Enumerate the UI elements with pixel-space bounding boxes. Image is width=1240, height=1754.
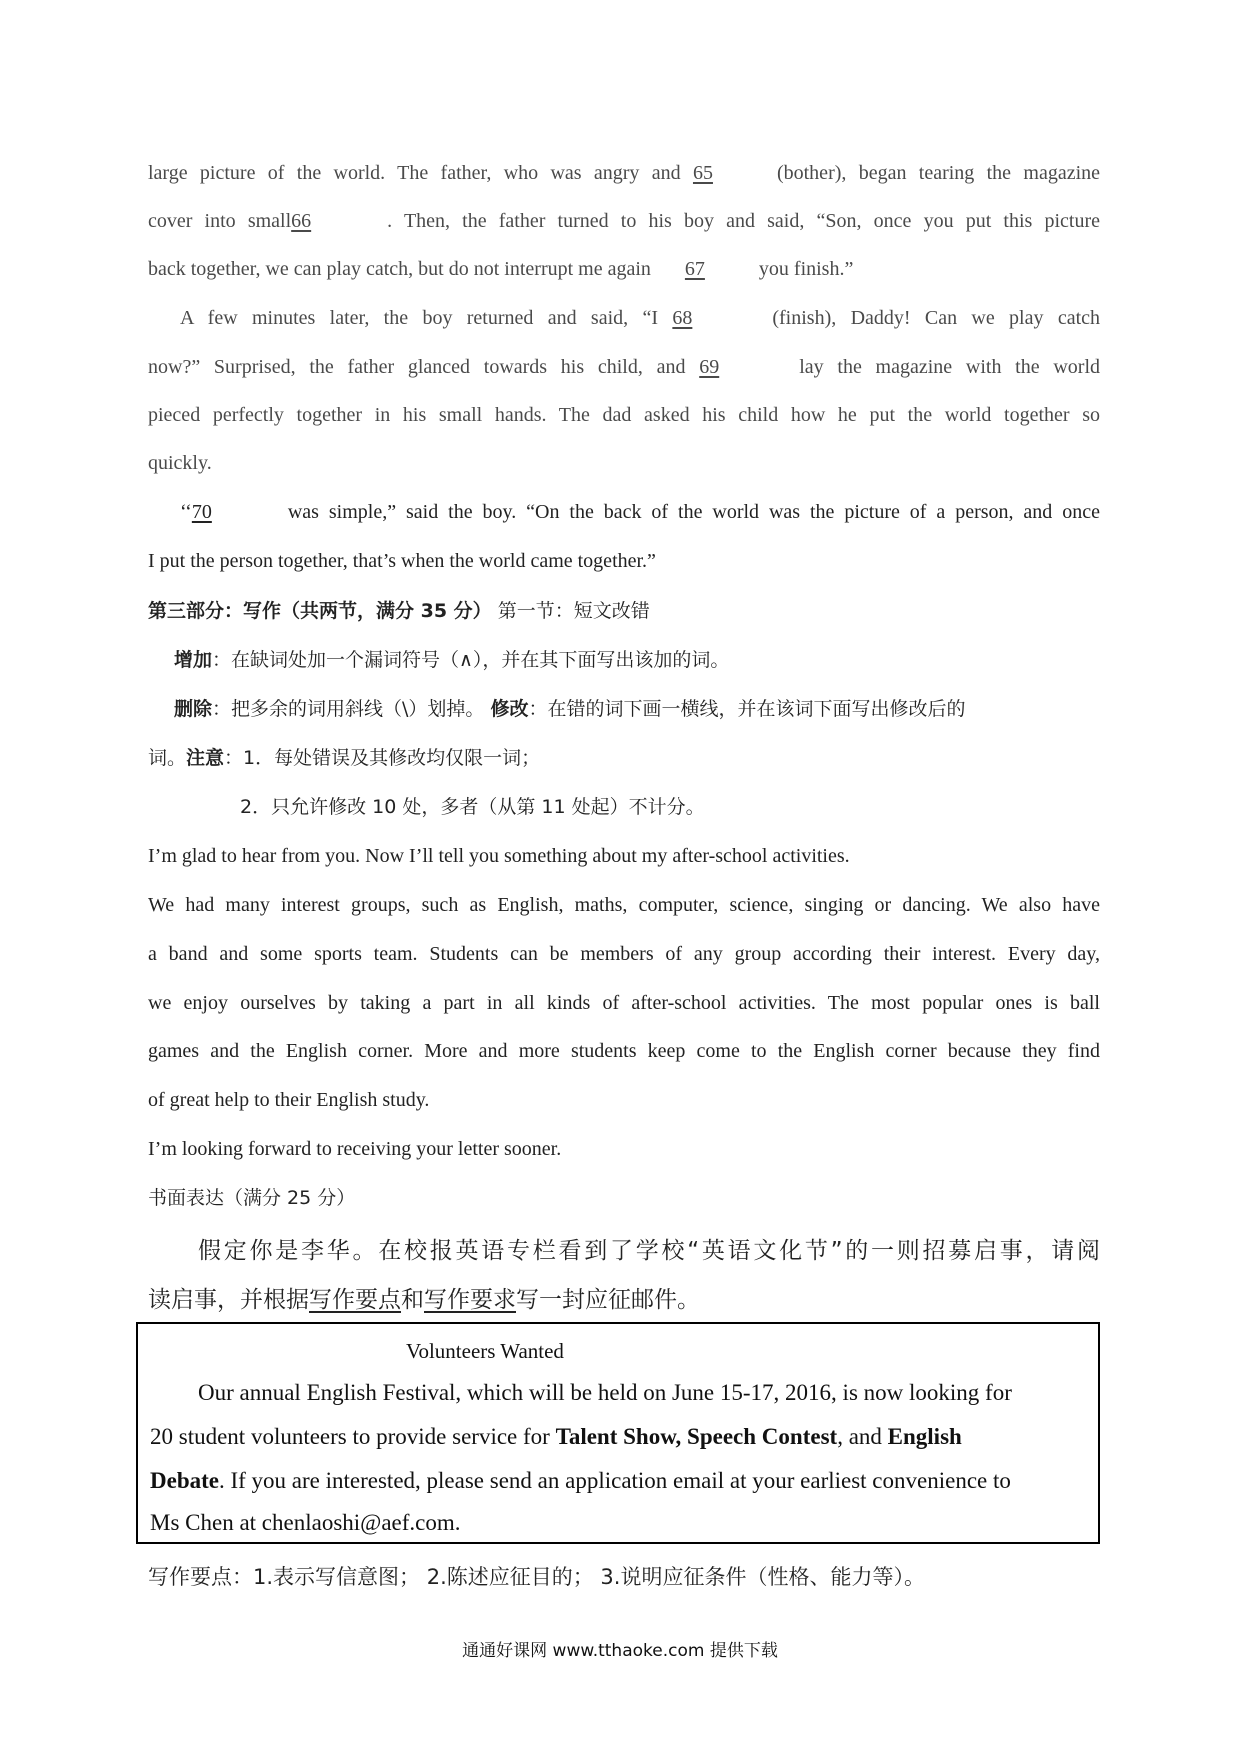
passage-line-9: I put the person together, that’s when the world came together.” [148, 550, 656, 572]
writing-intro-2 [148, 1283, 1100, 1317]
intro-text: 和 [401, 1287, 424, 1313]
passage-text: ‘‘ [180, 501, 192, 523]
blank-67: 67 [684, 258, 705, 280]
writing-intro-1: 假定你是李华。在校报英语专栏看到了学校“英语文化节”的一则招募启事，请阅 [198, 1238, 1100, 1264]
passage-text: you finish.” [758, 258, 854, 280]
correction-line-2: We had many interest groups, such as English, maths, computer, science, singing or dancing. We also have [148, 894, 1100, 916]
note1-text: ：1．每处错误及其修改均仅限一词； [224, 747, 541, 769]
intro-text: 写一封应征邮件。 [516, 1287, 700, 1313]
modify-text: ：在错的词下画一横线，并在该词下面写出修改后的 [528, 698, 966, 720]
footer-text: 通通好课网 www.tthaoke.com 提供下载 [462, 1641, 778, 1661]
blank-65: 65 [692, 162, 713, 184]
blank-66: 66 [291, 210, 312, 232]
passage-text: cover into small [148, 210, 292, 232]
passage-text: . Then, the father turned to his boy and said, “Son, once you put this picture [387, 210, 1100, 232]
delete-label: 删除 [174, 698, 213, 720]
notice-line-2 [150, 1420, 1086, 1454]
instruction-note-1 [148, 743, 1100, 773]
instruction-note-2: 2．只允许修改 10 处，多者（从第 11 处起）不计分。 [240, 796, 705, 818]
writing-heading: 书面表达（满分 25 分） [148, 1187, 356, 1209]
section3-heading-bold: 第三部分：写作（共两节，满分 35 分） [148, 600, 492, 622]
correction-line-4: we enjoy ourselves by taking a part in all kinds of after-school activities. The most popular ones is ball [148, 992, 1100, 1014]
blank-70: 70 [191, 501, 212, 523]
section3-heading [148, 596, 1100, 626]
passage-text: back together, we can play catch, but do not interrupt me again [148, 258, 651, 280]
notice-line-3 [150, 1464, 1086, 1498]
correction-line-3: a band and some sports team. Students can be members of any group according their interest. Every day, [148, 943, 1100, 965]
passage-line-3 [148, 254, 1100, 284]
notice-text: 20 student volunteers to provide service for [150, 1424, 556, 1449]
passage-line-7: quickly. [148, 452, 212, 474]
passage-text: A few minutes later, the boy returned and said, “I [180, 307, 659, 329]
correction-line-7: I’m looking forward to receiving your letter sooner. [148, 1138, 562, 1160]
correction-line-6: of great help to their English study. [148, 1089, 430, 1111]
passage-line-2 [148, 206, 1100, 236]
add-text: ：在缺词处加一个漏词符号（∧），并在其下面写出该加的词。 [212, 649, 730, 671]
notice-title: Volunteers Wanted [406, 1339, 564, 1363]
passage-text: was simple,” said the boy. “On the back of the world was the picture of a person, and once [287, 501, 1100, 523]
blank-68: 68 [672, 307, 693, 329]
blank-69: 69 [699, 356, 720, 378]
notice-line-1: Our annual English Festival, which will be held on June 15-17, 2016, is now looking for [198, 1380, 1012, 1405]
passage-line-6: pieced perfectly together in his small hands. The dad asked his child how he put the world together so [148, 404, 1100, 426]
notice-line-4: Ms Chen at chenlaoshi@aef.com. [150, 1510, 461, 1535]
notice-bold-events: Talent Show, Speech Contest [555, 1424, 838, 1449]
notice-bold-english: English [887, 1424, 962, 1449]
intro-text: 读启事，并根据 [148, 1287, 309, 1313]
passage-line-5 [148, 352, 1100, 382]
add-label: 增加 [174, 649, 213, 671]
passage-line-4 [180, 303, 1100, 333]
note-label: 注意 [186, 747, 225, 769]
passage-text: (bother), began tearing the magazine [776, 162, 1101, 184]
passage-line-1 [148, 158, 1100, 188]
delete-text: ：把多余的词用斜线（\）划掉。 [212, 698, 485, 720]
passage-line-8 [180, 497, 1100, 527]
passage-text: lay the magazine with the world [799, 356, 1101, 378]
cont-text: 词。 [148, 747, 187, 769]
passage-text: now?” Surprised, the father glanced towards his child, and [148, 356, 686, 378]
instruction-add [174, 645, 1126, 675]
section3-heading-rest: 第一节：短文改错 [497, 600, 650, 622]
correction-line-1: I’m glad to hear from you. Now I’ll tell you something about my after-school activities. [148, 845, 850, 867]
passage-text: (finish), Daddy! Can we play catch [772, 307, 1101, 329]
notice-text: . If you are interested, please send an application email at your earliest convenience to [218, 1468, 1011, 1493]
modify-label: 修改 [490, 698, 529, 720]
intro-underlined-requirements: 写作要求 [424, 1287, 516, 1313]
intro-underlined-points: 写作要点 [309, 1287, 401, 1313]
writing-points: 写作要点：1.表示写信意图； 2.陈述应征目的； 3.说明应征条件（性格、能力等）。 [148, 1565, 925, 1589]
notice-text: , and [837, 1424, 888, 1449]
correction-line-5: games and the English corner. More and more students keep come to the English corner because they find [148, 1040, 1100, 1062]
passage-text: large picture of the world. The father, who was angry and [148, 162, 681, 184]
instruction-delete-modify [174, 694, 1100, 724]
notice-bold-debate: Debate [150, 1468, 219, 1493]
notice-box [136, 1322, 1100, 1544]
